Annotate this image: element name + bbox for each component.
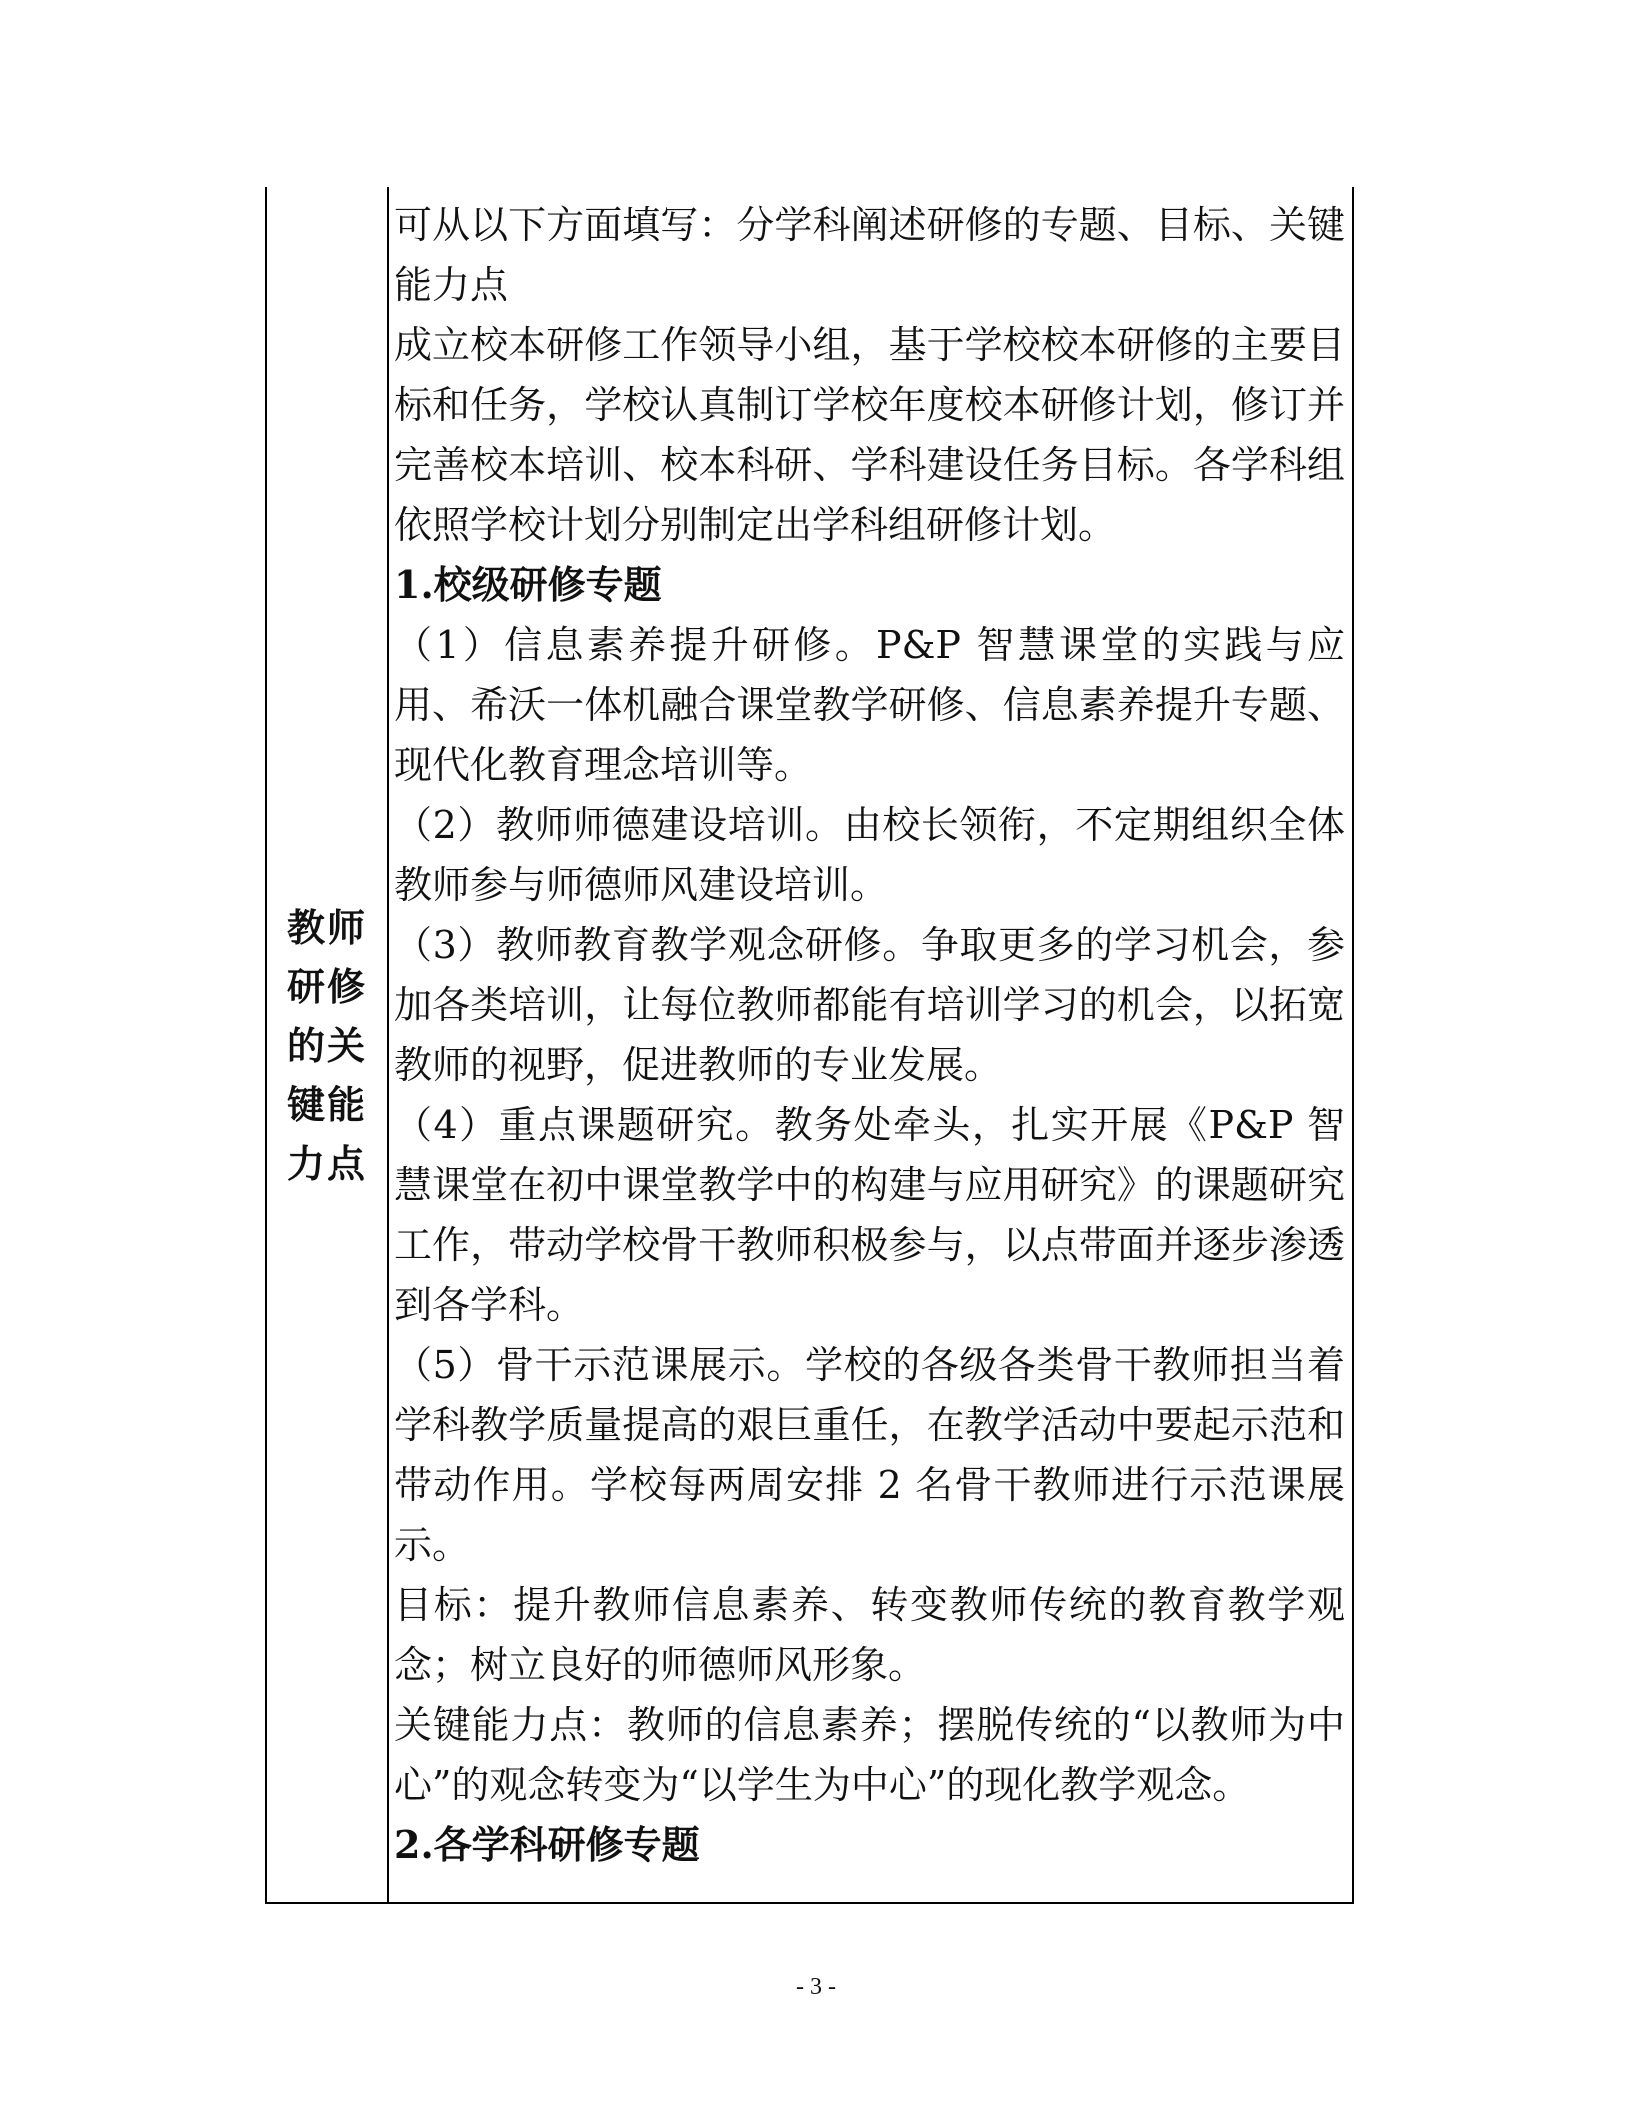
goal-paragraph: 目标：提升教师信息素养、转变教师传统的教育教学观念；树立良好的师德师风形象。 — [394, 1583, 1345, 1687]
topic-item-2: （2）教师师德建设培训。由校长领衔，不定期组织全体教师参与师德师风建设培训。 — [394, 803, 1345, 907]
page-number: - 3 - — [796, 1974, 836, 2000]
topic-item-4: （4）重点课题研究。教务处牵头，扎实开展《P&P 智慧课堂在初中课堂教学中的构建与应用研究》的课题研究工作，带动学校骨干教师积极参与，以点带面并逐步渗透到各学科。 — [394, 1103, 1345, 1327]
topic-item-3: （3）教师教育教学观念研修。争取更多的学习机会，参加各类培训，让每位教师都能有培训学习的机会，以拓宽教师的视野，促进教师的专业发展。 — [394, 923, 1345, 1087]
section-heading-subject-level: 2.各学科研修专题 — [394, 1822, 700, 1867]
row-label-cell — [267, 187, 387, 1902]
row-label: 教师研修的关键能力点 — [287, 905, 368, 1186]
content-cell — [394, 187, 1345, 1902]
intro-instruction: 可从以下方面填写：分学科阐述研修的专题、目标、关键能力点 — [394, 203, 1345, 307]
topic-item-5: （5）骨干示范课展示。学校的各级各类骨干教师担当着学科教学质量提高的艰巨重任，在教学活动中要起示范和带动作用。学校每两周安排 2 名骨干教师进行示范课展示。 — [394, 1343, 1345, 1567]
key-competency-table — [265, 187, 1354, 1904]
section-heading-school-level: 1.校级研修专题 — [394, 562, 662, 607]
column-divider — [387, 187, 389, 1902]
key-competency-paragraph: 关键能力点：教师的信息素养；摆脱传统的“以教师为中心”的观念转变为“以学生为中心”的现化教学观念。 — [394, 1703, 1345, 1807]
intro-paragraph: 成立校本研修工作领导小组，基于学校校本研修的主要目标和任务，学校认真制订学校年度校本研修计划，修订并完善校本培训、校本科研、学科建设任务目标。各学科组依照学校计划分别制定出学科组研修计划。 — [394, 323, 1345, 547]
topic-item-1: （1）信息素养提升研修。P&P 智慧课堂的实践与应用、希沃一体机融合课堂教学研修、信息素养提升专题、现代化教育理念培训等。 — [394, 623, 1345, 787]
